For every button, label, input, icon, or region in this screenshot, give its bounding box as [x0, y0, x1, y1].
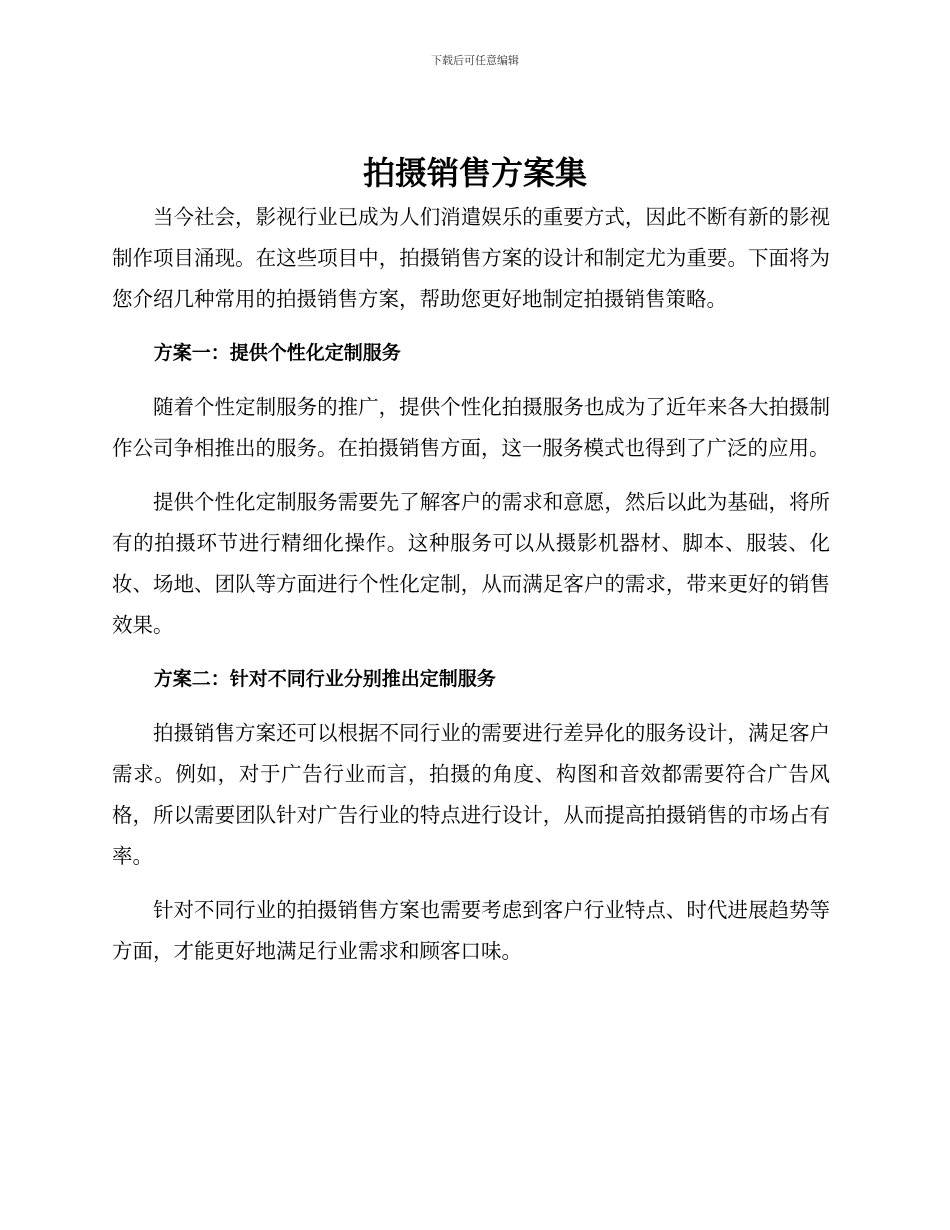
section-heading-2: 方案二：针对不同行业分别推出定制服务: [153, 668, 496, 690]
section-2-paragraph-1: 拍摄销售方案还可以根据不同行业的需要进行差异化的服务设计，满足客户需求。例如，对于广告行业而言，拍摄的角度、构图和音效都需要符合广告风格，所以需要团队针对广告行业的特点进行设计，从而提高拍摄销售的市场占有率。: [112, 721, 830, 868]
page-header-note: 下载后可任意编辑: [431, 54, 519, 67]
section-heading-1: 方案一：提供个性化定制服务: [153, 342, 401, 364]
section-1-paragraph-1: 随着个性定制服务的推广，提供个性化拍摄服务也成为了近年来各大拍摄制作公司争相推出的服务。在拍摄销售方面，这一服务模式也得到了广泛的应用。: [112, 395, 830, 460]
section-2-paragraph-2: 针对不同行业的拍摄销售方案也需要考虑到客户行业特点、时代进展趋势等方面，才能更好地满足行业需求和顾客口味。: [112, 898, 830, 963]
intro-paragraph: 当今社会，影视行业已成为人们消遣娱乐的重要方式，因此不断有新的影视制作项目涌现。在这些项目中，拍摄销售方案的设计和制定尤为重要。下面将为您介绍几种常用的拍摄销售方案，帮助您更好地制定拍摄销售策略。: [112, 205, 830, 311]
section-1-paragraph-2: 提供个性化定制服务需要先了解客户的需求和意愿，然后以此为基础，将所有的拍摄环节进行精细化操作。这种服务可以从摄影机器材、脚本、服装、化妆、场地、团队等方面进行个性化定制，从而满足客户的需求，带来更好的销售效果。: [112, 490, 830, 637]
document-body: [112, 197, 830, 972]
document-title: 拍摄销售方案集: [362, 154, 587, 192]
